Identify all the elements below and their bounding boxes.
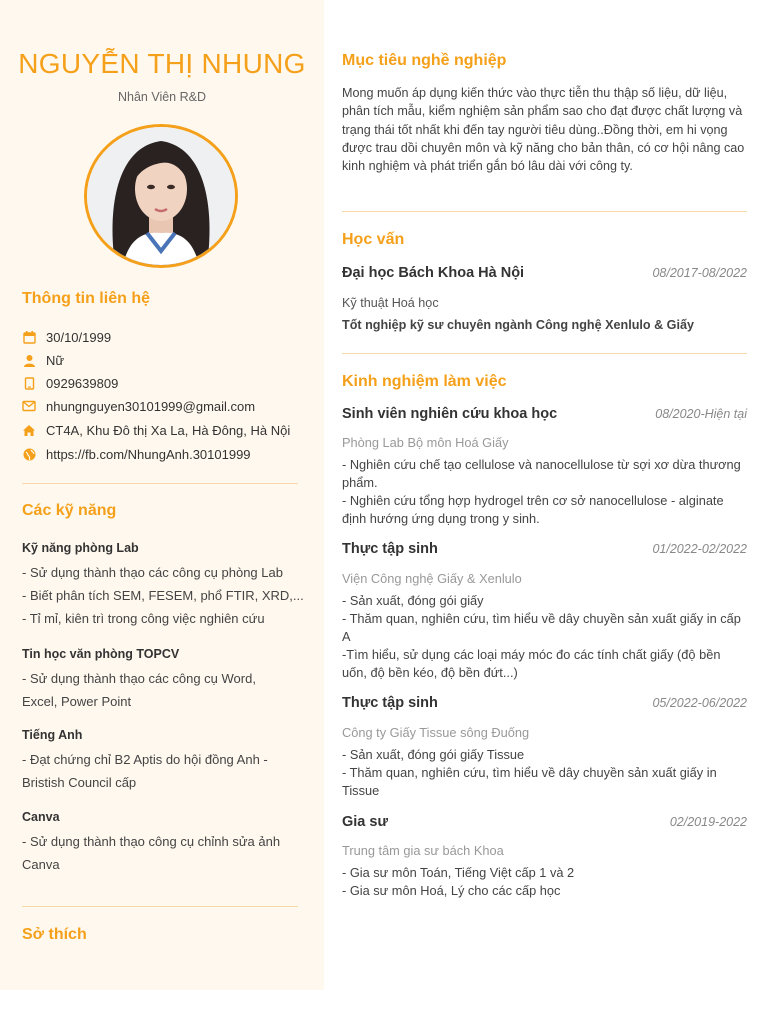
phone-icon (22, 376, 36, 390)
skill-group-lines (22, 748, 292, 794)
avatar (84, 124, 238, 268)
email-icon (22, 399, 36, 413)
divider (342, 353, 747, 354)
job-dates: 05/2022-06/2022 (652, 696, 747, 710)
contact-value: Nữ (46, 352, 65, 368)
job-role: Gia sư (342, 814, 388, 830)
job-organization: Trung tâm gia sư bách Khoa (342, 843, 504, 858)
globe-icon (22, 447, 36, 461)
job-description (342, 456, 747, 528)
skill-line: - Sử dụng thành thạo các công cụ phòng Lab (22, 565, 283, 580)
job-line: - Nghiên cứu tổng hợp hydrogel trên cơ sở nanocellulose - alginate định hướng ứng dụng trong y sinh. (342, 493, 724, 526)
skill-line: - Đạt chứng chỉ B2 Aptis do hội đồng Anh - Bristish Council cấp (22, 752, 268, 790)
education-major: Kỹ thuật Hoá học (342, 296, 439, 310)
job-line: - Gia sư môn Hoá, Lý cho các cấp học (342, 883, 561, 898)
contact-value[interactable]: https://fb.com/NhungAnh.30101999 (46, 446, 251, 462)
job-role: Sinh viên nghiên cứu khoa học (342, 406, 558, 422)
job-description (342, 746, 747, 800)
job-dates: 02/2019-2022 (669, 815, 747, 829)
skill-group-title: Tiếng Anh (22, 728, 83, 742)
calendar-icon (22, 330, 36, 344)
job-line: - Gia sư môn Toán, Tiếng Việt cấp 1 và 2 (342, 865, 575, 880)
job-line: - Thăm quan, nghiên cứu, tìm hiểu về dây chuyền sản xuất giấy in Tissue (342, 765, 717, 798)
contact-email (22, 396, 255, 416)
contact-value: nhungnguyen30101999@gmail.com (46, 398, 256, 414)
main-content (342, 0, 747, 1024)
education-section-title: Học vấn (342, 231, 405, 248)
contact-phone (22, 373, 118, 393)
contact-value: 0929639809 (46, 375, 119, 391)
contact-value: 30/10/1999 (46, 329, 112, 345)
objective-text: Mong muốn áp dụng kiến thức vào thực tiễn thu thập số liệu, dữ liệu, phân tích mẫu, kiểm nghiệm sản phẩm sao cho đạt được chất lượng và trạng thái tốt nhất khi đến tay người tiêu dùng..Đồng thời, em hi vọng được trau dồi chuyên môn và kỹ năng cho bản thân, có cơ hội nâng cao kinh nghiệm và phát triển gắn bó lâu dài với công ty. (342, 86, 745, 174)
contact-section-title: Thông tin liên hệ (22, 290, 150, 307)
job-line: - Sản xuất, đóng gói giấy Tissue (342, 747, 525, 762)
skill-line: - Sử dụng thành thạo các công cụ Word, Excel, Power Point (22, 671, 256, 709)
contact-birthdate (22, 327, 111, 347)
job-line: - Sản xuất, đóng gói giấy (342, 593, 484, 608)
user-icon (22, 353, 36, 367)
skill-line: - Sử dụng thành thạo công cụ chỉnh sửa ảnh Canva (22, 834, 281, 872)
job-role: Thực tập sinh (342, 695, 438, 711)
divider (22, 906, 298, 907)
job-line: -Tìm hiểu, sử dụng các loại máy móc đo các tính chất giấy (độ bền uốn, độ bền kéo, độ bền đứt...) (342, 647, 721, 680)
hobbies-section-title: Sở thích (22, 926, 87, 943)
contact-address (22, 420, 290, 440)
skill-group-lines (22, 667, 272, 713)
objective-section-title: Mục tiêu nghề nghiệp (342, 52, 507, 69)
candidate-job-title: Nhân Viên R&D (117, 90, 206, 104)
education-school: Đại học Bách Khoa Hà Nội (342, 265, 525, 281)
job-line: - Nghiên cứu chế tạo cellulose và nanocellulose từ sợi xơ dừa thương phẩm. (342, 457, 741, 490)
skill-group-title: Kỹ năng phòng Lab (22, 541, 139, 555)
job-role: Thực tập sinh (342, 541, 438, 557)
education-detail: Tốt nghiệp kỹ sư chuyên ngành Công nghệ Xenlulo & Giấy (342, 318, 694, 332)
skills-section-title: Các kỹ năng (22, 502, 117, 519)
job-organization: Công ty Giấy Tissue sông Đuống (342, 725, 530, 740)
skill-group-title: Tin học văn phòng TOPCV (22, 647, 180, 661)
contact-gender (22, 350, 64, 370)
contact-website (22, 444, 251, 464)
candidate-name: NGUYỄN THỊ NHUNG (18, 48, 306, 79)
divider (22, 483, 298, 484)
sidebar (0, 0, 324, 990)
skill-group-lines (22, 561, 307, 630)
job-dates: 08/2020-Hiện tại (655, 407, 747, 421)
job-organization: Viện Công nghệ Giấy & Xenlulo (342, 571, 522, 586)
job-description (342, 864, 747, 900)
home-icon (22, 423, 36, 437)
job-line: - Thăm quan, nghiên cứu, tìm hiểu về dây chuyền sản xuất giấy in cấp A (342, 611, 741, 644)
job-dates: 01/2022-02/2022 (652, 542, 747, 556)
portrait-photo (87, 127, 235, 265)
education-dates: 08/2017-08/2022 (652, 266, 747, 280)
skill-group-title: Canva (22, 810, 60, 824)
experience-section-title: Kinh nghiệm làm việc (342, 373, 507, 390)
skill-group-lines (22, 830, 297, 876)
skill-line: - Tỉ mỉ, kiên trì trong công việc nghiên cứu (22, 611, 265, 626)
job-description (342, 592, 747, 682)
skill-line: - Biết phân tích SEM, FESEM, phổ FTIR, XRD,... (22, 588, 304, 603)
job-organization: Phòng Lab Bộ môn Hoá Giấy (342, 435, 509, 450)
contact-value: CT4A, Khu Đô thị Xa La, Hà Đông, Hà Nội (46, 422, 291, 438)
divider (342, 211, 747, 212)
